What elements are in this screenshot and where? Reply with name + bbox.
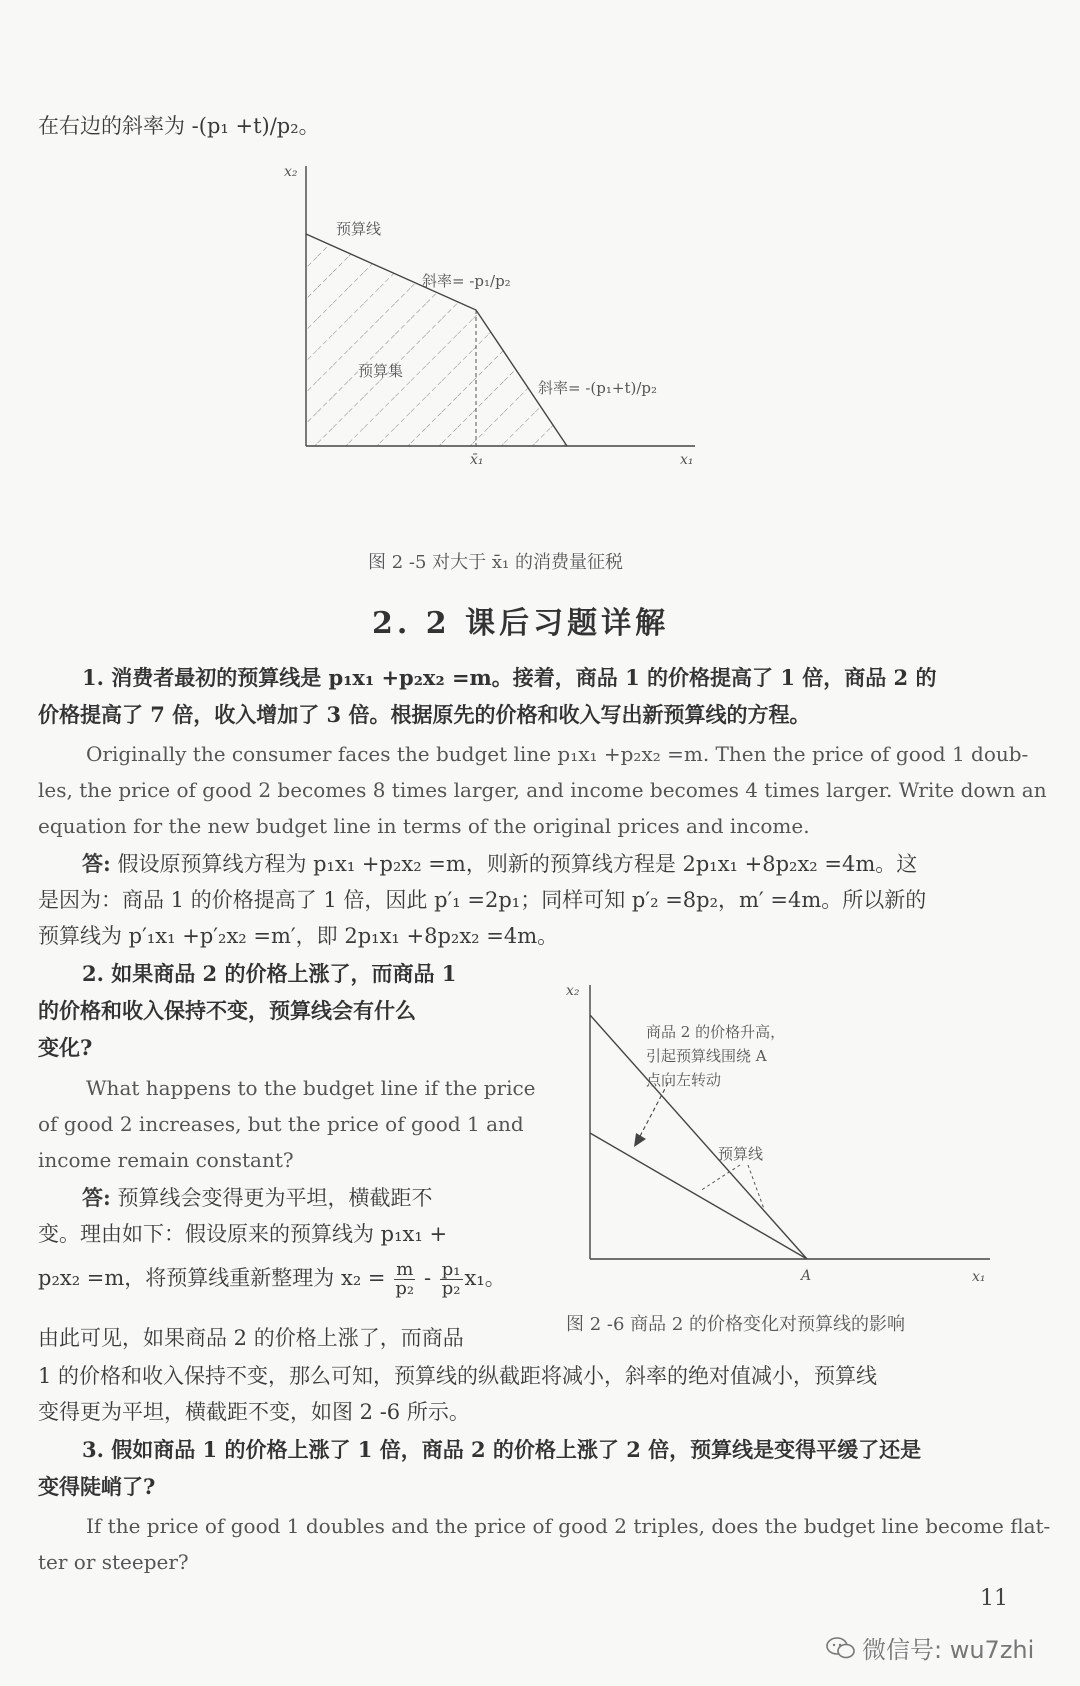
q1-en-line-1: Originally the consumer faces the budget line p₁x₁ +p₂x₂ =m. Then the price of good 1 doub- bbox=[86, 742, 1029, 766]
q2-answer-line-6: 变得更为平坦，横截距不变，如图 2 -6 所示。 bbox=[38, 1400, 470, 1424]
x-axis-label: x₁ bbox=[972, 1269, 986, 1285]
budget-set-hatch bbox=[306, 234, 567, 446]
q2-answer-label: 答: bbox=[82, 1185, 111, 1210]
fraction-m-over-p2 bbox=[394, 1261, 415, 1298]
q2-answer-text-3-pre: p₂x₂ =m，将预算线重新整理为 x₂ = bbox=[38, 1266, 386, 1290]
budget-line-label: 预算线 bbox=[718, 1145, 764, 1163]
q1-en-line-2: les, the price of good 2 becomes 8 times larger, and income becomes 4 times larger. Write down an bbox=[38, 778, 1047, 802]
q1-zh-line-2: 价格提高了 7 倍，收入增加了 3 倍。根据原先的价格和收入写出新预算线的方程。 bbox=[38, 702, 811, 727]
q2-answer-text-1: 预算线会变得更为平坦，横截距不 bbox=[110, 1186, 433, 1210]
q1-answer-line-3: 预算线为 p′₁x₁ +p′₂x₂ =m′，即 2p₁x₁ +8p₂x₂ =4m。 bbox=[38, 924, 559, 948]
q2-answer-text-3-post: x₁。 bbox=[464, 1266, 506, 1290]
q2-answer-line-3 bbox=[38, 1260, 506, 1298]
new-budget-line bbox=[590, 1133, 807, 1259]
q2-zh-line-1: 2. 如果商品 2 的价格上涨了，而商品 1 bbox=[82, 961, 457, 986]
xbar-label: x̄₁ bbox=[470, 452, 484, 468]
q1-answer-line-1 bbox=[82, 846, 917, 882]
y-axis-label: x₂ bbox=[284, 164, 298, 180]
q1-answer-label: 答: bbox=[82, 851, 111, 876]
q2-answer-line-2: 变。理由如下：假设原来的预算线为 p₁x₁ + bbox=[38, 1222, 448, 1246]
x-axis-label: x₁ bbox=[680, 452, 694, 468]
q2-answer-line-5: 1 的价格和收入保持不变，那么可知，预算线的纵截距将减小，斜率的绝对值减小，预算线 bbox=[38, 1364, 878, 1388]
section-heading: 2. 2 课后习题详解 bbox=[372, 606, 670, 641]
q1-en-line-3: equation for the new budget line in terms of the original prices and income. bbox=[38, 814, 810, 838]
q2-answer-line-4: 由此可见，如果商品 2 的价格上涨了，而商品 bbox=[38, 1326, 464, 1350]
top-line: 在右边的斜率为 -(p₁ +t)/p₂。 bbox=[38, 114, 320, 138]
q3-en-line-2: ter or steeper? bbox=[38, 1550, 189, 1574]
fraction-2-numerator: p₁ bbox=[441, 1259, 461, 1280]
figure-2-5 bbox=[270, 148, 720, 488]
q1-answer-line-2: 是因为：商品 1 的价格提高了 1 倍，因此 p′₁ =2p₁；同样可知 p′₂ =8p₂，m′ =4m。所以新的 bbox=[38, 888, 927, 912]
slope2-label: 斜率= -(p₁+t)/p₂ bbox=[538, 379, 657, 397]
wechat-icon bbox=[826, 1636, 856, 1660]
figure-2-6 bbox=[560, 975, 1010, 1295]
figure-2-6-caption: 图 2 -6 商品 2 的价格变化对预算线的影响 bbox=[566, 1314, 906, 1335]
q3-zh-line-2: 变得陡峭了? bbox=[38, 1474, 156, 1499]
budget-line-label: 预算线 bbox=[336, 220, 382, 238]
note-line-1: 商品 2 的价格升高， bbox=[646, 1023, 786, 1041]
q2-answer-line-1 bbox=[82, 1180, 432, 1216]
page-number: 11 bbox=[980, 1586, 1008, 1611]
fraction-1-denominator: p₂ bbox=[395, 1278, 415, 1299]
fraction-minus: - bbox=[423, 1266, 432, 1290]
watermark-text: 微信号: wu7zhi bbox=[862, 1636, 1035, 1664]
q2-en-line-2: of good 2 increases, but the price of good 1 and bbox=[38, 1112, 524, 1136]
figure-2-5-caption: 图 2 -5 对大于 x̄₁ 的消费量征税 bbox=[368, 552, 623, 573]
slope1-label: 斜率= -p₁/p₂ bbox=[422, 272, 511, 290]
point-a-label: A bbox=[801, 1268, 812, 1284]
q1-zh-line-1: 1. 消费者最初的预算线是 p₁x₁ +p₂x₂ =m。接着，商品 1 的价格提高了 1 倍，商品 2 的 bbox=[82, 665, 937, 690]
q2-en-line-1: What happens to the budget line if the price bbox=[86, 1076, 536, 1100]
rotation-arrow bbox=[638, 1083, 668, 1140]
budget-set-label: 预算集 bbox=[358, 362, 404, 380]
q1-answer-text-1: 假设原预算线方程为 p₁x₁ +p₂x₂ =m，则新的预算线方程是 2p₁x₁ +8p₂x₂ =4m。这 bbox=[110, 852, 918, 876]
q2-en-line-3: income remain constant? bbox=[38, 1148, 294, 1172]
wechat-watermark bbox=[826, 1630, 1034, 1665]
note-line-2: 引起预算线围绕 A bbox=[646, 1047, 767, 1065]
q2-zh-line-2: 的价格和收入保持不变，预算线会有什么 bbox=[38, 998, 416, 1023]
fraction-1-numerator: m bbox=[396, 1259, 414, 1280]
q3-zh-line-1: 3. 假如商品 1 的价格上涨了 1 倍，商品 2 的价格上涨了 2 倍，预算线是变得平缓了还是 bbox=[82, 1437, 922, 1462]
y-axis-label: x₂ bbox=[566, 983, 580, 999]
q2-zh-line-3: 变化? bbox=[38, 1035, 93, 1060]
fraction-2-denominator: p₂ bbox=[441, 1278, 461, 1299]
fraction-p1-over-p2 bbox=[440, 1261, 463, 1298]
q3-en-line-1: If the price of good 1 doubles and the price of good 2 triples, does the budget line become flat- bbox=[86, 1514, 1051, 1538]
note-line-3: 点向左转动 bbox=[646, 1071, 722, 1089]
budget-line-pointer-a bbox=[700, 1165, 740, 1191]
